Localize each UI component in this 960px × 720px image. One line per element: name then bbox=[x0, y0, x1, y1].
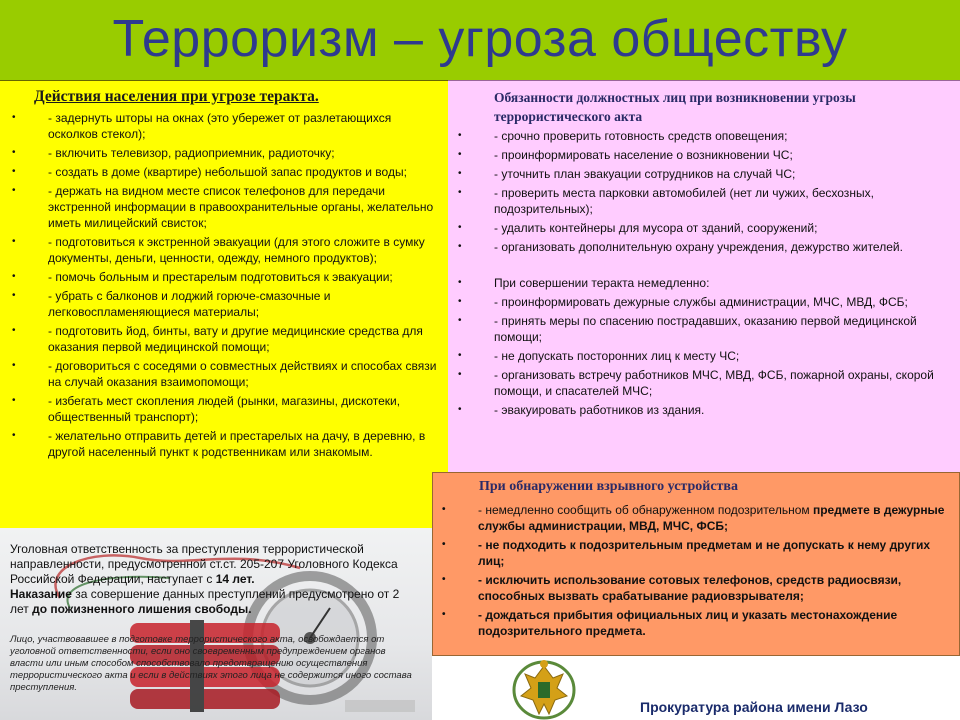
explosive-device-heading: При обнаружении взрывного устройства bbox=[479, 479, 738, 494]
list-item: • - подготовиться к экстренной эвакуации (для этого сложите в сумку документы, деньги, ценности, одежду, немного продуктов); bbox=[12, 235, 425, 265]
list-item: • - договориться с соседями о совместных действиях и способах связи на случай оказания взаимопомощи; bbox=[12, 359, 437, 389]
bullet-icon: • bbox=[442, 609, 446, 620]
bullet-icon: • bbox=[458, 404, 462, 415]
bullet-icon: • bbox=[12, 147, 16, 158]
bullet-icon: • bbox=[442, 539, 446, 550]
officials-duties-list bbox=[458, 128, 946, 421]
bullet-icon: • bbox=[458, 369, 462, 380]
list-item: • - убрать с балконов и лоджий горюче-смазочные и легковоспламеняющиеся материалы; bbox=[12, 289, 331, 319]
bullet-icon: • bbox=[458, 277, 462, 288]
list-item: • - не допускать посторонних лиц к месту ЧС; bbox=[458, 349, 740, 363]
bullet-icon: • bbox=[12, 430, 16, 441]
list-item: • - проверить места парковки автомобилей (нет ли чужих, бесхозных, подозрительных); bbox=[458, 186, 874, 216]
list-item: • - желательно отправить детей и престарелых на дачу, в деревню, в другой населенный пункт к родственникам или знакомым. bbox=[12, 429, 426, 459]
list-item: • - эвакуировать работников из здания. bbox=[458, 403, 705, 417]
liability-exemption-note: Лицо, участвовавшее в подготовке террористического акта, освобождается от уголовной ответственности, если оно своевременным предупреждением органов власти или иным способом способствовало предотвращению осуществления террористического акта и если в действиях этого лица не содержится иного состава преступления. bbox=[10, 634, 412, 693]
bullet-icon: • bbox=[458, 168, 462, 179]
bullet-icon: • bbox=[442, 574, 446, 585]
population-actions-heading: Действия населения при угрозе теракта. bbox=[34, 88, 319, 105]
list-item: • - проинформировать население о возникновении ЧС; bbox=[458, 148, 793, 162]
bullet-icon: • bbox=[442, 504, 446, 515]
list-item: • - организовать встречу работников МЧС, МВД, ФСБ, пожарной охраны, скорой помощи, и спасателей МЧС; bbox=[458, 368, 934, 398]
list-item: • - задернуть шторы на окнах (это убережет от разлетающихся осколков стекол); bbox=[12, 111, 392, 141]
list-item: • - дождаться прибытия официальных лиц и указать местонахождение подозрительного предмета. bbox=[442, 608, 898, 638]
list-item: • При совершении теракта немедленно: bbox=[458, 276, 710, 290]
footer-organization: Прокуратура района имени Лазо bbox=[640, 699, 868, 715]
bullet-icon: • bbox=[12, 325, 16, 336]
list-item: • - не подходить к подозрительным предметам и не допускать к нему других лиц; bbox=[442, 538, 931, 568]
bullet-icon: • bbox=[12, 271, 16, 282]
prosecutor-emblem-icon bbox=[505, 656, 583, 720]
population-actions-list bbox=[12, 110, 444, 463]
bullet-icon: • bbox=[12, 185, 16, 196]
list-item: • - исключить использование сотовых телефонов, средств радиосвязи, способных вызвать срабатывание радиовзрывателя; bbox=[442, 573, 902, 603]
bullet-icon: • bbox=[458, 149, 462, 160]
list-item: • - избегать мест скопления людей (рынки, магазины, дискотеки, общественный транспорт); bbox=[12, 394, 401, 424]
list-item: • - создать в доме (квартире) небольшой запас продуктов и воды; bbox=[12, 165, 407, 179]
list-item: • - включить телевизор, радиоприемник, радиоточку; bbox=[12, 146, 335, 160]
list-item: • - срочно проверить готовность средств оповещения; bbox=[458, 129, 788, 143]
list-item: • - удалить контейнеры для мусора от зданий, сооружений; bbox=[458, 221, 818, 235]
bullet-icon: • bbox=[458, 222, 462, 233]
bullet-icon: • bbox=[458, 350, 462, 361]
list-item: • - держать на видном месте список телефонов для передачи экстренной информации в правоохранительные органы, желательно иметь милицейский свисток; bbox=[12, 184, 434, 230]
bullet-icon: • bbox=[458, 296, 462, 307]
list-item: • - подготовить йод, бинты, вату и другие медицинские средства для оказания первой медицинской помощи; bbox=[12, 324, 423, 354]
list-item: • - организовать дополнительную охрану учреждения, дежурство жителей. bbox=[458, 240, 903, 254]
explosive-device-list bbox=[442, 502, 948, 642]
bullet-icon: • bbox=[12, 360, 16, 371]
bullet-icon: • bbox=[458, 241, 462, 252]
bullet-icon: • bbox=[12, 112, 16, 123]
bullet-icon: • bbox=[12, 236, 16, 247]
list-item: • - немедленно сообщить об обнаруженном подозрительном предмете в дежурные службы администрации, МВД, МЧС, ФСБ; bbox=[442, 503, 945, 533]
bullet-icon: • bbox=[12, 166, 16, 177]
list-item: • - уточнить план эвакуации сотрудников на случай ЧС; bbox=[458, 167, 796, 181]
officials-duties-heading: Обязанности должностных лиц при возникновении угрозы террористического акта bbox=[494, 90, 856, 124]
page-title: Терроризм – угроза обществу bbox=[112, 10, 848, 68]
list-item: • - проинформировать дежурные службы администрации, МЧС, МВД, ФСБ; bbox=[458, 295, 908, 309]
list-item: • - помочь больным и престарелым подготовиться к эвакуации; bbox=[12, 270, 393, 284]
bullet-icon: • bbox=[12, 395, 16, 406]
criminal-liability-text: Уголовная ответственность за преступления террористической направленности, предусмотренной ст.ст. 205-207 Уголовного Кодекса Российской Федерации, наступает с 14 лет. Наказание за совершение данных преступлений предусмотрено от 2 лет до пожизненного лишения свободы. bbox=[10, 542, 400, 616]
bullet-icon: • bbox=[458, 130, 462, 141]
bullet-icon: • bbox=[12, 290, 16, 301]
list-item: • - принять меры по спасению пострадавших, оказанию первой медицинской помощи; bbox=[458, 314, 917, 344]
bullet-icon: • bbox=[458, 315, 462, 326]
bullet-icon: • bbox=[458, 187, 462, 198]
